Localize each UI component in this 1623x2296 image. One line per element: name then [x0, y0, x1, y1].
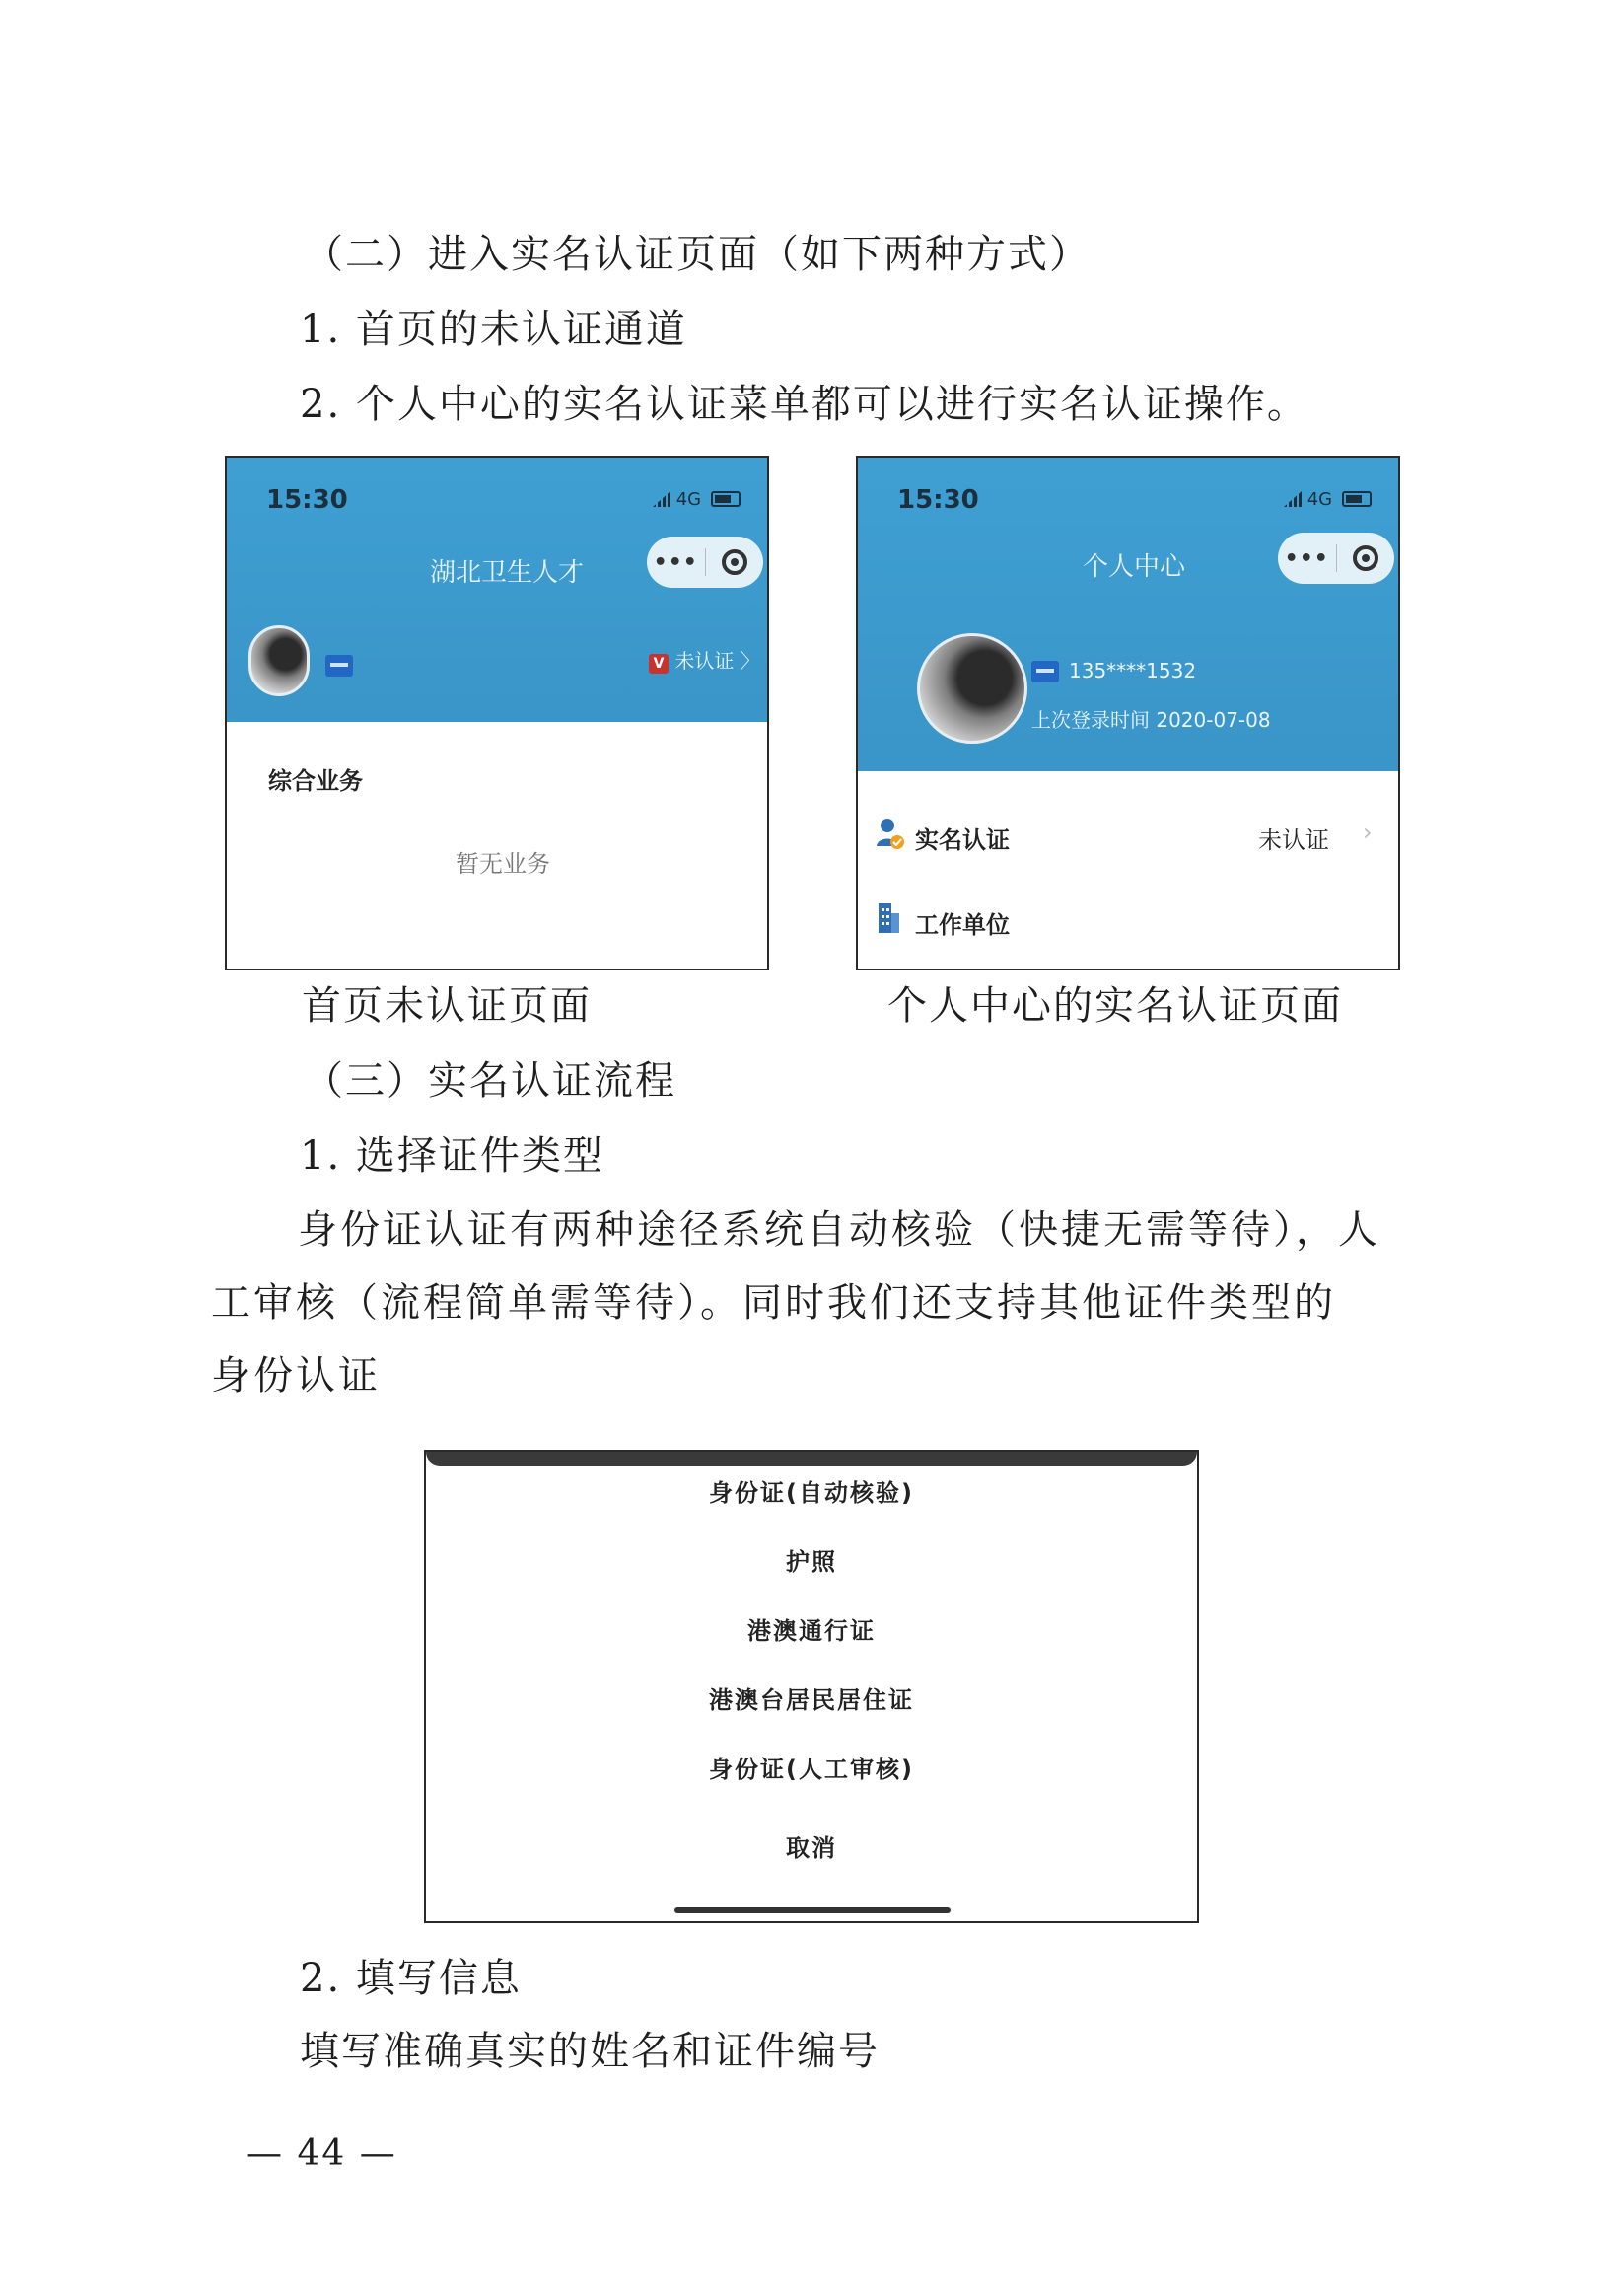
option-residence-permit[interactable]: 港澳台居民居住证: [709, 1686, 914, 1714]
profile-caption: 个人中心的实名认证页面: [887, 983, 1343, 1029]
mini-program-capsule[interactable]: [647, 537, 763, 588]
unverified-link[interactable]: [649, 645, 760, 674]
option-id-card-manual[interactable]: 身份证(人工审核): [709, 1756, 914, 1783]
sheet-top-edge: [426, 1452, 1197, 1466]
step2-description: 填写准确真实的姓名和证件编号: [300, 2029, 880, 2074]
signal-icon: [1284, 491, 1302, 507]
status-time: 15:30: [897, 485, 979, 515]
page-title: 个人中心: [1083, 552, 1186, 582]
home-caption: 首页未认证页面: [302, 983, 592, 1029]
building-icon: [876, 901, 901, 935]
network-status: [653, 489, 741, 510]
phone-number: 135****1532: [1069, 659, 1197, 682]
option-passport[interactable]: 护照: [786, 1548, 837, 1576]
option-hk-macau-permit[interactable]: 港澳通行证: [747, 1617, 876, 1645]
menu-value: 未认证: [1258, 826, 1329, 854]
step1-paragraph-line2: 工审核（流程简单需等待）。同时我们还支持其他证件类型的: [211, 1280, 1336, 1326]
network-type: 4G: [675, 489, 702, 510]
app-title: 湖北卫生人才: [430, 558, 585, 588]
network-type: 4G: [1306, 489, 1333, 510]
battery-icon: [1342, 491, 1372, 507]
id-card-icon: [1031, 661, 1059, 682]
step1-paragraph-line1: 身份证认证有两种途径系统自动核验（快捷无需等待），人: [298, 1207, 1380, 1253]
step1-title: 1. 选择证件类型: [300, 1133, 604, 1179]
page-number: — 44 —: [247, 2133, 397, 2174]
id-type-action-sheet: [424, 1450, 1199, 1923]
section3-heading: （三）实名认证流程: [304, 1058, 676, 1104]
cancel-button[interactable]: 取消: [786, 1834, 837, 1862]
menu-item-realname[interactable]: [858, 809, 1398, 868]
more-icon[interactable]: •••: [653, 549, 698, 575]
option-id-card-auto[interactable]: 身份证(自动核验): [709, 1479, 914, 1507]
network-status: [1284, 489, 1372, 510]
battery-icon: [711, 491, 741, 507]
id-card-icon: [325, 655, 353, 677]
status-time: 15:30: [266, 485, 348, 515]
unverified-text: 未认证 〉: [674, 649, 760, 673]
home-screenshot: [225, 456, 769, 970]
chevron-right-icon: ›: [1363, 819, 1373, 846]
verify-badge-icon: V: [649, 654, 669, 674]
more-icon[interactable]: •••: [1284, 545, 1329, 571]
menu-label: 实名认证: [915, 826, 1010, 854]
last-login-time: 上次登录时间 2020-07-08: [1031, 708, 1271, 732]
profile-screenshot: [856, 456, 1400, 970]
menu-label: 工作单位: [915, 911, 1010, 939]
menu-item-workplace[interactable]: [858, 894, 1398, 953]
section2-item2: 2. 个人中心的实名认证菜单都可以进行实名认证操作。: [300, 382, 1308, 427]
section2-heading: （二）进入实名认证页面（如下两种方式）: [304, 232, 1091, 277]
user-verified-icon: [876, 817, 905, 850]
section-title: 综合业务: [268, 767, 363, 795]
home-indicator: [674, 1907, 951, 1913]
signal-icon: [653, 491, 670, 507]
empty-state-text: 暂无业务: [456, 850, 550, 878]
avatar[interactable]: [248, 625, 310, 696]
step1-paragraph-line3: 身份认证: [211, 1353, 381, 1399]
step2-title: 2. 填写信息: [300, 1956, 522, 2001]
section2-item1: 1. 首页的未认证通道: [300, 307, 687, 352]
close-icon[interactable]: [1337, 545, 1395, 571]
close-icon[interactable]: [706, 549, 764, 575]
mini-program-capsule[interactable]: [1278, 533, 1394, 584]
avatar[interactable]: [917, 633, 1027, 744]
